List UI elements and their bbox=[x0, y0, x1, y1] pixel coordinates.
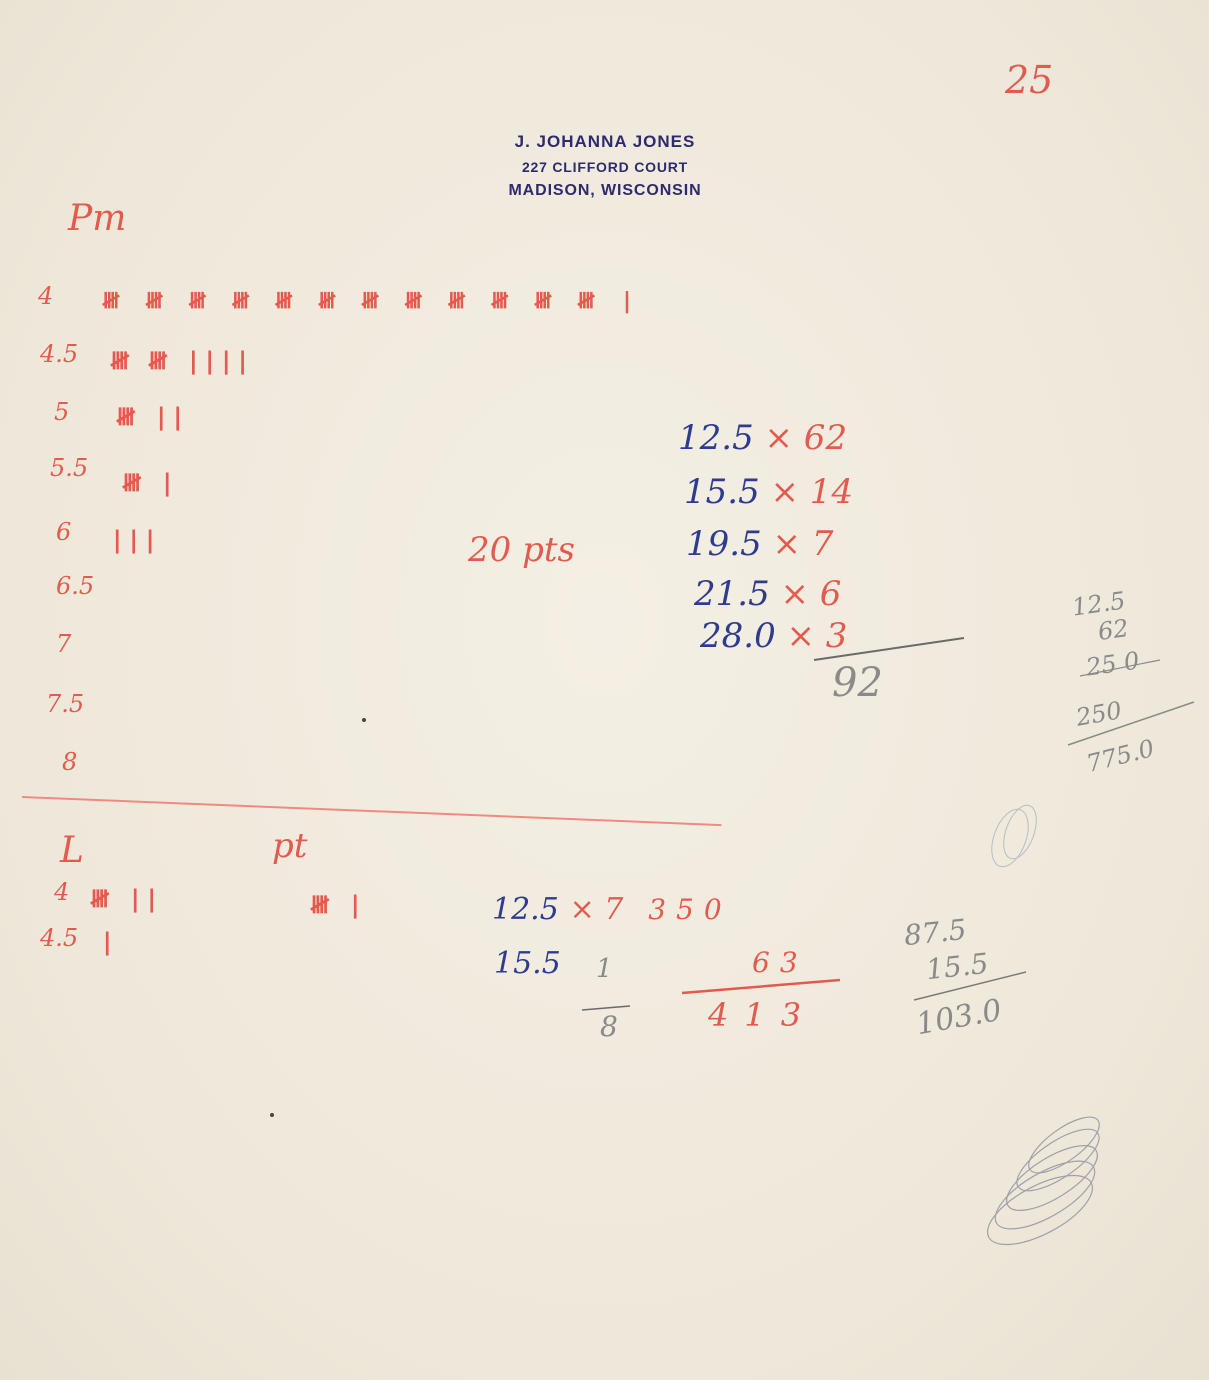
pm-row-value: 5.5 bbox=[50, 454, 89, 482]
pm-row-value: 4 bbox=[38, 282, 54, 310]
points-note: 20 pts bbox=[468, 530, 575, 570]
l-mult-2-value: 15.5 bbox=[494, 946, 561, 981]
mult-result: 350 bbox=[648, 893, 732, 926]
pm-row-value: 6 bbox=[56, 518, 72, 546]
pm-row-tally: ||| bbox=[110, 526, 160, 554]
pm-label: Pm bbox=[68, 198, 127, 239]
letterhead-name: J. JOHANNA JONES bbox=[514, 132, 696, 151]
l-row-tally: | bbox=[100, 928, 117, 956]
pm-row-value: 7 bbox=[56, 630, 72, 658]
mult-value: 12.5 bbox=[678, 418, 754, 458]
mult-value: 19.5 bbox=[686, 524, 762, 564]
side-calc-line: 25 0 bbox=[1084, 646, 1142, 682]
mult-value: 15.5 bbox=[684, 472, 760, 512]
side-calc-line: 12.5 bbox=[1070, 586, 1128, 622]
l-row-value: 4.5 bbox=[40, 924, 79, 952]
pm-row-value: 5 bbox=[54, 398, 70, 426]
mult-value: 28.0 bbox=[700, 616, 776, 656]
l-row-tally: 𝍸 || bbox=[90, 885, 161, 913]
mult-times: × 7 bbox=[569, 892, 624, 927]
pm-row-value: 7.5 bbox=[46, 690, 85, 718]
pm-row-value: 4.5 bbox=[40, 340, 79, 368]
side-calc2-line: 15.5 bbox=[924, 946, 990, 987]
l-mult-2-result: 63 bbox=[752, 946, 808, 979]
mult-times: × 7 bbox=[772, 524, 834, 564]
pm-row-tally: 𝍸 | bbox=[122, 469, 177, 497]
pencil-dot bbox=[270, 1113, 274, 1117]
mult-times: × 3 bbox=[786, 616, 848, 656]
letterhead-city: MADISON, WISCONSIN bbox=[508, 182, 702, 199]
mult-times: × 62 bbox=[764, 418, 848, 458]
fraction-denominator: 8 bbox=[600, 1010, 618, 1043]
pm-row-value: 8 bbox=[62, 748, 78, 776]
side-calc-line: 775.0 bbox=[1083, 734, 1158, 778]
pm-row-value: 6.5 bbox=[56, 572, 95, 600]
side-calc2-line: 87.5 bbox=[902, 912, 968, 953]
mult-times: × 14 bbox=[770, 472, 854, 512]
pm-row-tally: 𝍸 𝍸 𝍸 𝍸 𝍸 𝍸 𝍸 𝍸 𝍸 𝍸 𝍸 𝍸 | bbox=[102, 289, 640, 314]
mult-times: × 6 bbox=[780, 574, 842, 614]
side-calc-line: 62 bbox=[1096, 614, 1131, 646]
mult-value: 12.5 bbox=[492, 892, 559, 927]
side-calc-line: 250 bbox=[1073, 696, 1124, 732]
side-calc2-line: 103.0 bbox=[913, 992, 1005, 1043]
fraction-numerator: 1 bbox=[596, 954, 613, 984]
mult-value: 21.5 bbox=[694, 574, 770, 614]
letterhead-street: 227 CLIFFORD COURT bbox=[521, 159, 689, 175]
pt-label: pt bbox=[272, 826, 308, 866]
pm-row-tally: 𝍸 || bbox=[116, 403, 187, 431]
l-row-value: 4 bbox=[54, 878, 70, 906]
l-sum: 413 bbox=[708, 996, 818, 1034]
pencil-dot bbox=[362, 718, 366, 722]
l-multiplication-1 bbox=[492, 888, 732, 928]
pt-tally: 𝍸 | bbox=[310, 891, 365, 919]
pm-total: 92 bbox=[832, 660, 883, 706]
pm-row-tally: 𝍸 𝍸 |||| bbox=[110, 347, 252, 375]
l-label: L bbox=[60, 830, 84, 871]
page-number: 25 bbox=[1005, 58, 1054, 102]
